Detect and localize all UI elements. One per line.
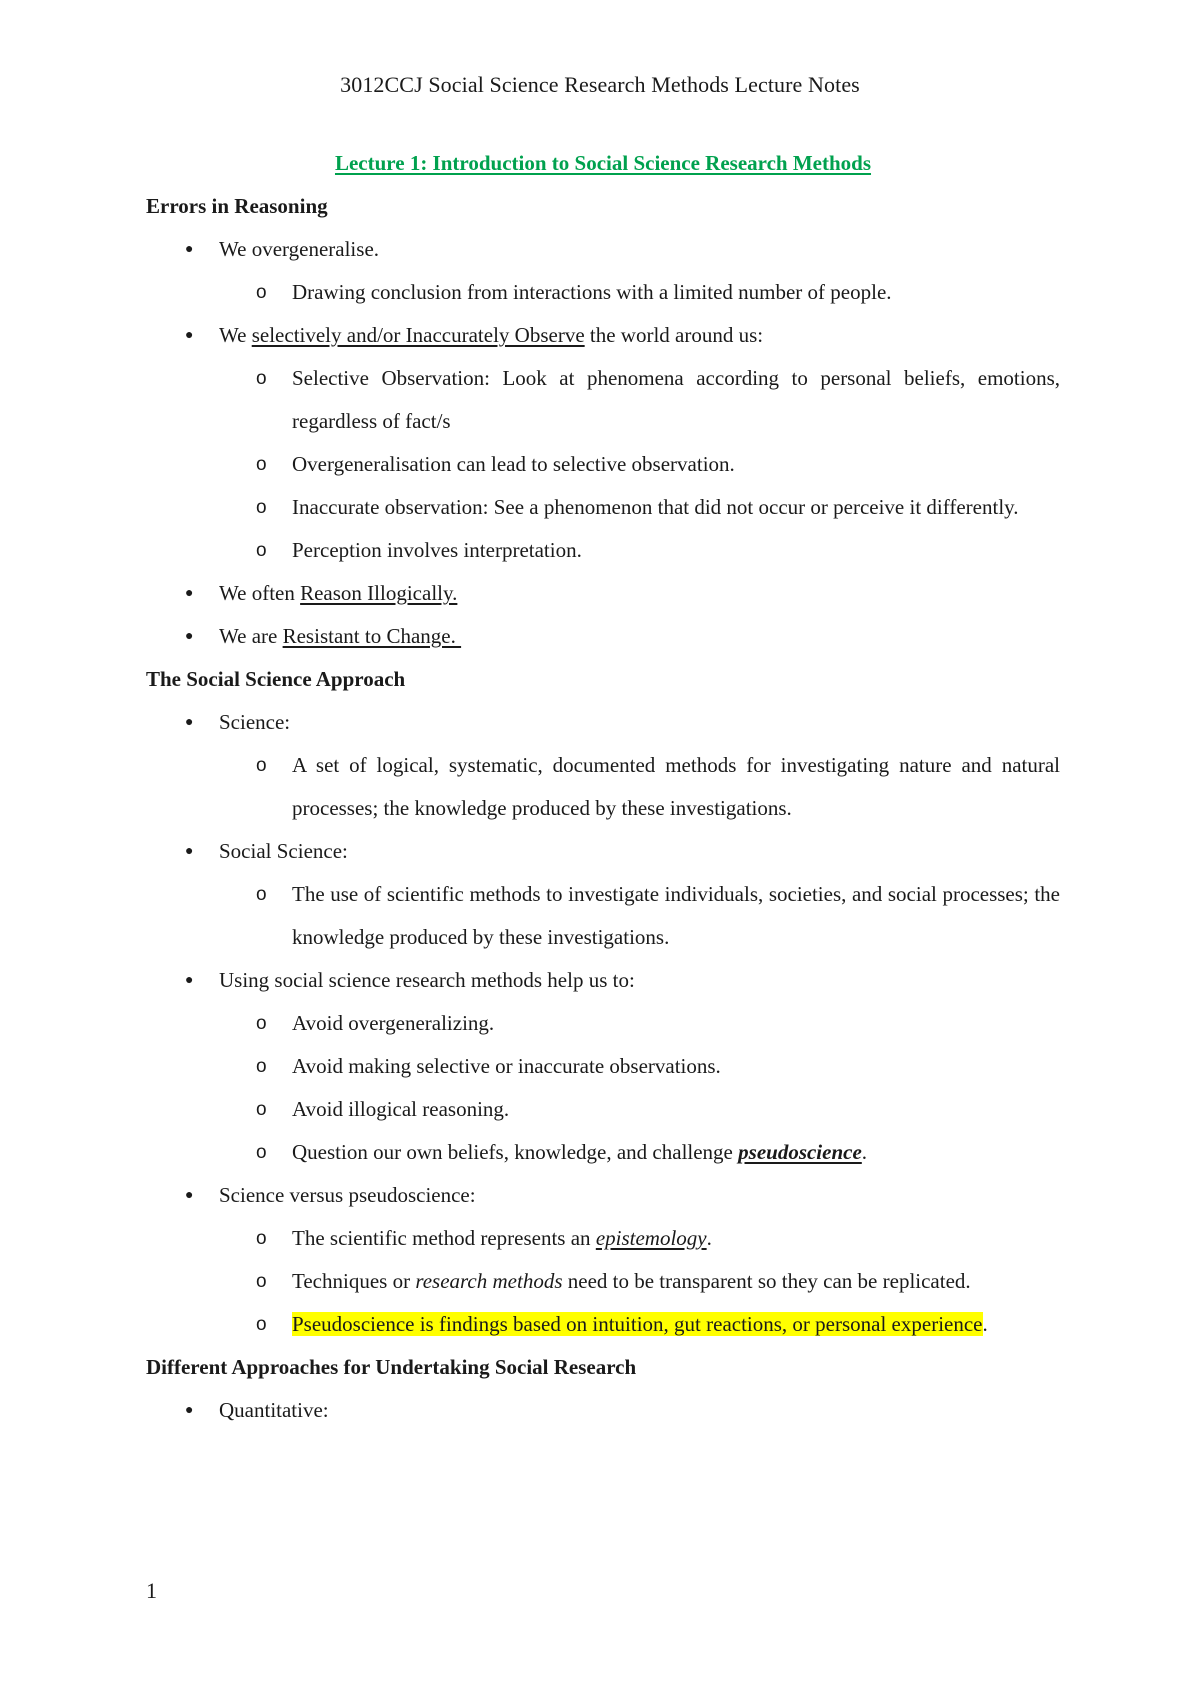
bullet-text: We overgeneralise.: [219, 237, 380, 261]
section-heading-errors: Errors in Reasoning: [146, 194, 328, 218]
bullet-text: Science:: [219, 710, 291, 734]
bullet-item: [146, 615, 1060, 658]
sub-bullet-icon: o: [256, 540, 267, 561]
sub-item: [146, 529, 1060, 572]
emphasized-term: pseudoscience: [738, 1140, 862, 1164]
bullet-item: [146, 959, 1060, 1002]
bullet-text: We are: [219, 624, 283, 648]
bullet-text: We: [219, 323, 252, 347]
section-heading-approaches: Different Approaches for Undertaking Social Research: [146, 1355, 637, 1379]
sub-item: [146, 1002, 1060, 1045]
bullet-item: [146, 1389, 1060, 1432]
sub-bullet-icon: o: [256, 1271, 267, 1292]
document-body: [146, 142, 1060, 1432]
sub-bullet-icon: o: [256, 1314, 267, 1335]
sub-item: [146, 271, 1060, 314]
sub-item: [146, 1260, 1060, 1303]
page-number: 1: [146, 1578, 157, 1603]
underlined-term: selectively and/or Inaccurately Observe: [251, 323, 585, 347]
bullet-text: Using social science research methods help us to:: [219, 968, 635, 992]
sub-bullet-icon: o: [256, 884, 267, 905]
sub-text: A set of logical, systematic, documented methods for investigating nature and natural processes; the knowledge produced by these investigations.: [292, 753, 1060, 820]
bullet-icon: ●: [185, 973, 194, 988]
bullet-item: [146, 830, 1060, 873]
sub-bullet-icon: o: [256, 454, 267, 475]
sub-item: [146, 443, 1060, 486]
bullet-item: [146, 1174, 1060, 1217]
sub-bullet-icon: o: [256, 1142, 267, 1163]
sub-text: Avoid making selective or inaccurate observations.: [292, 1054, 721, 1078]
sub-item: [146, 486, 1060, 529]
sub-item: [146, 357, 1060, 443]
sub-text: Drawing conclusion from interactions with a limited number of people.: [292, 280, 892, 304]
bullet-icon: ●: [185, 1188, 194, 1203]
sub-text: Perception involves interpretation.: [292, 538, 582, 562]
sub-text-tail: .: [861, 1140, 868, 1164]
bullet-item: [146, 314, 1060, 357]
sub-text: Techniques or: [292, 1269, 416, 1293]
section-heading-social-science-approach: The Social Science Approach: [146, 667, 406, 691]
bullet-text: We often: [219, 581, 301, 605]
bullet-text: Science versus pseudoscience:: [219, 1183, 476, 1207]
sub-item: [146, 744, 1060, 830]
bullet-icon: ●: [185, 586, 194, 601]
bullet-icon: ●: [185, 844, 194, 859]
sub-item: [146, 1045, 1060, 1088]
sub-bullet-icon: o: [256, 1228, 267, 1249]
sub-text-tail: .: [706, 1226, 712, 1250]
bullet-item: [146, 572, 1060, 615]
bullet-text: Social Science:: [219, 839, 348, 863]
underlined-term: Resistant to Change.: [282, 624, 462, 648]
bullet-icon: ●: [185, 242, 194, 257]
sub-text: Overgeneralisation can lead to selective observation.: [292, 452, 735, 476]
emphasized-term: research methods: [415, 1269, 563, 1293]
sub-bullet-icon: o: [256, 497, 267, 518]
sub-text: The use of scientific methods to investigate individuals, societies, and social processes; the knowledge produced by these investigations.: [292, 882, 1060, 949]
bullet-text: Quantitative:: [219, 1398, 329, 1422]
sub-text: The scientific method represents an: [292, 1226, 596, 1250]
highlighted-text: Pseudoscience is findings based on intuition, gut reactions, or personal experience: [292, 1312, 983, 1336]
underlined-term: Reason Illogically.: [300, 581, 458, 605]
bullet-icon: ●: [185, 715, 194, 730]
sub-text-tail: .: [982, 1312, 988, 1336]
bullet-icon: ●: [185, 629, 194, 644]
sub-bullet-icon: o: [256, 1013, 267, 1034]
bullet-item: [146, 701, 1060, 744]
lecture-title: Lecture 1: Introduction to Social Science Research Methods: [334, 151, 872, 175]
bullet-icon: ●: [185, 1403, 194, 1418]
bullet-text-tail: the world around us:: [584, 323, 764, 347]
sub-bullet-icon: o: [256, 1099, 267, 1120]
emphasized-term: epistemology: [595, 1226, 707, 1250]
sub-item: [146, 1303, 1060, 1346]
sub-text: Question our own beliefs, knowledge, and challenge: [292, 1140, 739, 1164]
sub-item: [146, 1088, 1060, 1131]
sub-bullet-icon: o: [256, 368, 267, 389]
sub-item: [146, 1131, 1060, 1174]
sub-item: [146, 1217, 1060, 1260]
sub-text: Selective Observation: Look at phenomena according to personal beliefs, emotions, regardless of fact/s: [292, 366, 1060, 433]
sub-text: Avoid illogical reasoning.: [292, 1097, 510, 1121]
sub-text-tail: need to be transparent so they can be replicated.: [562, 1269, 971, 1293]
sub-bullet-icon: o: [256, 755, 267, 776]
sub-bullet-icon: o: [256, 1056, 267, 1077]
bullet-icon: ●: [185, 328, 194, 343]
page-header: 3012CCJ Social Science Research Methods Lecture Notes: [340, 72, 860, 97]
sub-item: [146, 873, 1060, 959]
sub-text: Avoid overgeneralizing.: [292, 1011, 495, 1035]
sub-text: Inaccurate observation: See a phenomenon that did not occur or perceive it differently.: [292, 495, 1019, 519]
bullet-item: [146, 228, 1060, 271]
sub-bullet-icon: o: [256, 282, 267, 303]
